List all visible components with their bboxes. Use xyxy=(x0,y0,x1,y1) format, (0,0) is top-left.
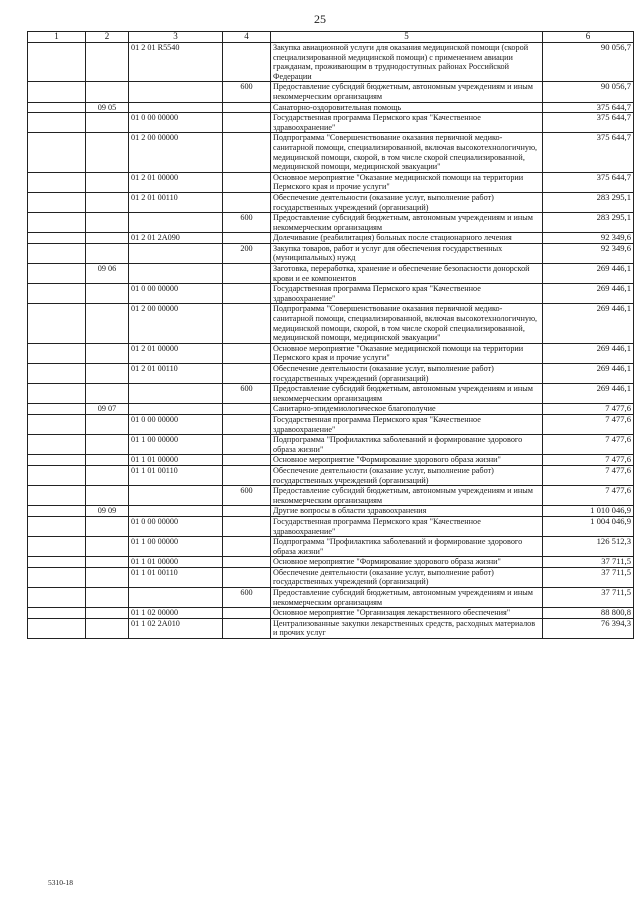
table-row xyxy=(28,384,634,404)
cell-name: Государственная программа Пермского края "Качественное здравоохранение" xyxy=(271,414,543,434)
cell-expense-type xyxy=(223,506,271,517)
table-row xyxy=(28,588,634,608)
table-row xyxy=(28,102,634,113)
cell-name: Государственная программа Пермского края "Качественное здравоохранение" xyxy=(271,516,543,536)
cell-name: Другие вопросы в области здравоохранения xyxy=(271,506,543,517)
cell-name: Государственная программа Пермского края "Качественное здравоохранение" xyxy=(271,284,543,304)
cell-amount: 76 394,3 xyxy=(543,618,634,638)
cell-expense-type: 200 xyxy=(223,243,271,263)
cell-expense-type xyxy=(223,264,271,284)
cell-name: Подпрограмма "Совершенствование оказания первичной медико-санитарной помощи, специализированной, включая высокотехнологичную, медицинской помощи, скорой, в том числе скорой специализированной, медицинской помощи, медицинской эвакуации" xyxy=(271,133,543,172)
cell-amount: 7 477,6 xyxy=(543,486,634,506)
table-row xyxy=(28,264,634,284)
cell-target-code: 01 1 02 2А010 xyxy=(129,618,223,638)
cell-name: Закупка авиационной услуги для оказания медицинской помощи (скорой специализированной медицинской помощи) с применением авиации гражданам, проживающим в труднодоступных районах Российской Федерации xyxy=(271,43,543,82)
table-header-row xyxy=(28,32,634,43)
column-header: 1 xyxy=(28,32,86,43)
cell-target-code: 01 1 01 00110 xyxy=(129,567,223,587)
cell-target-code xyxy=(129,506,223,517)
page-number: 25 xyxy=(314,12,326,26)
cell-subsection-code xyxy=(86,486,129,506)
cell-amount: 90 056,7 xyxy=(543,43,634,82)
table-row xyxy=(28,435,634,455)
cell-amount: 1 010 046,9 xyxy=(543,506,634,517)
cell-expense-type xyxy=(223,284,271,304)
table-row xyxy=(28,537,634,557)
table-row xyxy=(28,486,634,506)
cell-subsection-code xyxy=(86,113,129,133)
cell-target-code: 01 1 02 00000 xyxy=(129,608,223,619)
cell-section-code xyxy=(28,243,86,263)
cell-section-code xyxy=(28,618,86,638)
cell-name: Подпрограмма "Профилактика заболеваний и формирование здорового образа жизни" xyxy=(271,537,543,557)
cell-section-code xyxy=(28,172,86,192)
cell-amount: 269 446,1 xyxy=(543,284,634,304)
cell-expense-type: 600 xyxy=(223,213,271,233)
cell-section-code xyxy=(28,192,86,212)
cell-target-code: 01 2 01 00110 xyxy=(129,364,223,384)
cell-subsection-code xyxy=(86,465,129,485)
cell-subsection-code xyxy=(86,343,129,363)
budget-table xyxy=(27,31,634,639)
cell-expense-type xyxy=(223,192,271,212)
cell-name: Предоставление субсидий бюджетным, автономным учреждениям и иным некоммерческим организациям xyxy=(271,486,543,506)
cell-subsection-code xyxy=(86,588,129,608)
cell-amount: 283 295,1 xyxy=(543,192,634,212)
cell-section-code xyxy=(28,102,86,113)
cell-amount: 1 004 046,9 xyxy=(543,516,634,536)
cell-amount: 37 711,5 xyxy=(543,567,634,587)
cell-target-code: 01 2 00 00000 xyxy=(129,133,223,172)
cell-target-code: 01 2 00 00000 xyxy=(129,304,223,343)
table-row xyxy=(28,284,634,304)
table-row xyxy=(28,192,634,212)
table-row xyxy=(28,82,634,102)
cell-amount: 375 644,7 xyxy=(543,133,634,172)
table-row xyxy=(28,516,634,536)
cell-name: Предоставление субсидий бюджетным, автономным учреждениям и иным некоммерческим организациям xyxy=(271,384,543,404)
cell-name: Централизованные закупки лекарственных средств, расходных материалов и прочих услуг xyxy=(271,618,543,638)
cell-name: Заготовка, переработка, хранение и обеспечение безопасности донорской крови и ее компонентов xyxy=(271,264,543,284)
cell-expense-type: 600 xyxy=(223,82,271,102)
cell-section-code xyxy=(28,43,86,82)
cell-name: Предоставление субсидий бюджетным, автономным учреждениям и иным некоммерческим организациям xyxy=(271,588,543,608)
cell-expense-type xyxy=(223,172,271,192)
cell-name: Основное мероприятие "Организация лекарственного обеспечения" xyxy=(271,608,543,619)
table-row xyxy=(28,233,634,244)
cell-expense-type xyxy=(223,537,271,557)
cell-amount: 269 446,1 xyxy=(543,304,634,343)
cell-target-code: 01 1 00 00000 xyxy=(129,537,223,557)
table-row xyxy=(28,172,634,192)
cell-amount: 92 349,6 xyxy=(543,233,634,244)
cell-section-code xyxy=(28,284,86,304)
table-row xyxy=(28,618,634,638)
table-row xyxy=(28,343,634,363)
column-header: 2 xyxy=(86,32,129,43)
cell-section-code xyxy=(28,588,86,608)
cell-name: Обеспечение деятельности (оказание услуг, выполнение работ) государственных учреждений (организаций) xyxy=(271,364,543,384)
cell-amount: 7 477,6 xyxy=(543,404,634,415)
cell-expense-type xyxy=(223,414,271,434)
cell-target-code: 01 0 00 00000 xyxy=(129,284,223,304)
cell-expense-type xyxy=(223,364,271,384)
cell-expense-type: 600 xyxy=(223,588,271,608)
table-row xyxy=(28,557,634,568)
column-header: 3 xyxy=(129,32,223,43)
cell-subsection-code xyxy=(86,618,129,638)
cell-subsection-code xyxy=(86,192,129,212)
cell-expense-type: 600 xyxy=(223,486,271,506)
cell-target-code xyxy=(129,404,223,415)
table-row xyxy=(28,113,634,133)
cell-subsection-code xyxy=(86,516,129,536)
table-row xyxy=(28,364,634,384)
cell-name: Предоставление субсидий бюджетным, автономным учреждениям и иным некоммерческим организациям xyxy=(271,213,543,233)
cell-amount: 7 477,6 xyxy=(543,414,634,434)
cell-section-code xyxy=(28,233,86,244)
cell-expense-type xyxy=(223,516,271,536)
cell-subsection-code xyxy=(86,304,129,343)
cell-name: Основное мероприятие "Оказание медицинской помощи на территории Пермского края и прочие услуги" xyxy=(271,343,543,363)
cell-section-code xyxy=(28,608,86,619)
table-row xyxy=(28,608,634,619)
cell-expense-type xyxy=(223,557,271,568)
cell-name: Основное мероприятие "Оказание медицинской помощи на территории Пермского края и прочие услуги" xyxy=(271,172,543,192)
cell-amount: 37 711,5 xyxy=(543,588,634,608)
cell-section-code xyxy=(28,414,86,434)
cell-section-code xyxy=(28,506,86,517)
column-header: 5 xyxy=(271,32,543,43)
cell-expense-type xyxy=(223,133,271,172)
cell-subsection-code xyxy=(86,384,129,404)
cell-target-code xyxy=(129,486,223,506)
cell-name: Предоставление субсидий бюджетным, автономным учреждениям и иным некоммерческим организациям xyxy=(271,82,543,102)
cell-target-code: 01 1 01 00000 xyxy=(129,557,223,568)
cell-section-code xyxy=(28,516,86,536)
cell-expense-type xyxy=(223,343,271,363)
cell-section-code xyxy=(28,364,86,384)
cell-amount: 92 349,6 xyxy=(543,243,634,263)
cell-expense-type xyxy=(223,233,271,244)
cell-target-code: 01 2 01 00110 xyxy=(129,192,223,212)
cell-name: Основное мероприятие "Формирование здорового образа жизни" xyxy=(271,557,543,568)
cell-expense-type xyxy=(223,455,271,466)
cell-amount: 269 446,1 xyxy=(543,384,634,404)
cell-section-code xyxy=(28,537,86,557)
cell-target-code xyxy=(129,384,223,404)
cell-expense-type xyxy=(223,304,271,343)
cell-name: Санаторно-оздоровительная помощь xyxy=(271,102,543,113)
footer-code: 5310-18 xyxy=(48,878,73,887)
cell-expense-type xyxy=(223,435,271,455)
cell-target-code: 01 1 01 00000 xyxy=(129,455,223,466)
cell-section-code xyxy=(28,486,86,506)
cell-target-code: 01 1 00 00000 xyxy=(129,435,223,455)
cell-subsection-code xyxy=(86,435,129,455)
column-header: 4 xyxy=(223,32,271,43)
cell-subsection-code: 09 07 xyxy=(86,404,129,415)
table-row xyxy=(28,506,634,517)
table-row xyxy=(28,404,634,415)
cell-amount: 126 512,3 xyxy=(543,537,634,557)
cell-subsection-code xyxy=(86,364,129,384)
cell-subsection-code xyxy=(86,233,129,244)
cell-expense-type xyxy=(223,567,271,587)
cell-subsection-code xyxy=(86,43,129,82)
cell-target-code: 01 1 01 00110 xyxy=(129,465,223,485)
cell-subsection-code: 09 09 xyxy=(86,506,129,517)
cell-subsection-code xyxy=(86,608,129,619)
table-row xyxy=(28,567,634,587)
cell-section-code xyxy=(28,264,86,284)
cell-section-code xyxy=(28,465,86,485)
cell-subsection-code xyxy=(86,537,129,557)
cell-subsection-code xyxy=(86,172,129,192)
cell-amount: 7 477,6 xyxy=(543,455,634,466)
cell-section-code xyxy=(28,133,86,172)
cell-subsection-code xyxy=(86,567,129,587)
cell-expense-type: 600 xyxy=(223,384,271,404)
cell-name: Долечивание (реабилитация) больных после стационарного лечения xyxy=(271,233,543,244)
cell-name: Обеспечение деятельности (оказание услуг, выполнение работ) государственных учреждений (организаций) xyxy=(271,567,543,587)
cell-section-code xyxy=(28,557,86,568)
cell-subsection-code xyxy=(86,455,129,466)
cell-amount: 269 446,1 xyxy=(543,264,634,284)
cell-target-code: 01 2 01 00000 xyxy=(129,343,223,363)
cell-amount: 7 477,6 xyxy=(543,435,634,455)
cell-subsection-code: 09 05 xyxy=(86,102,129,113)
cell-name: Подпрограмма "Совершенствование оказания первичной медико-санитарной помощи, специализированной, включая высокотехнологичную, медицинской помощи, скорой, в том числе скорой специализированной, медицинской помощи, медицинской эвакуации" xyxy=(271,304,543,343)
cell-section-code xyxy=(28,82,86,102)
cell-section-code xyxy=(28,455,86,466)
cell-target-code xyxy=(129,102,223,113)
cell-amount: 283 295,1 xyxy=(543,213,634,233)
cell-section-code xyxy=(28,343,86,363)
cell-subsection-code xyxy=(86,284,129,304)
cell-expense-type xyxy=(223,618,271,638)
table-row xyxy=(28,455,634,466)
column-header: 6 xyxy=(543,32,634,43)
cell-target-code: 01 0 00 00000 xyxy=(129,113,223,133)
cell-amount: 375 644,7 xyxy=(543,113,634,133)
cell-expense-type xyxy=(223,43,271,82)
cell-name: Основное мероприятие "Формирование здорового образа жизни" xyxy=(271,455,543,466)
cell-amount: 37 711,5 xyxy=(543,557,634,568)
cell-expense-type xyxy=(223,404,271,415)
cell-subsection-code xyxy=(86,213,129,233)
cell-amount: 88 800,8 xyxy=(543,608,634,619)
cell-subsection-code: 09 06 xyxy=(86,264,129,284)
cell-amount: 7 477,6 xyxy=(543,465,634,485)
cell-amount: 375 644,7 xyxy=(543,102,634,113)
cell-section-code xyxy=(28,435,86,455)
cell-target-code xyxy=(129,82,223,102)
cell-expense-type xyxy=(223,102,271,113)
cell-target-code xyxy=(129,243,223,263)
table-row xyxy=(28,43,634,82)
table-row xyxy=(28,304,634,343)
cell-target-code: 01 2 01 00000 xyxy=(129,172,223,192)
cell-subsection-code xyxy=(86,82,129,102)
cell-section-code xyxy=(28,213,86,233)
cell-section-code xyxy=(28,404,86,415)
cell-amount: 90 056,7 xyxy=(543,82,634,102)
cell-section-code xyxy=(28,304,86,343)
cell-amount: 269 446,1 xyxy=(543,364,634,384)
table-row xyxy=(28,414,634,434)
table-row xyxy=(28,133,634,172)
cell-target-code: 01 0 00 00000 xyxy=(129,516,223,536)
cell-expense-type xyxy=(223,465,271,485)
cell-name: Обеспечение деятельности (оказание услуг, выполнение работ) государственных учреждений (организаций) xyxy=(271,192,543,212)
cell-name: Закупка товаров, работ и услуг для обеспечения государственных (муниципальных) нужд xyxy=(271,243,543,263)
cell-amount: 375 644,7 xyxy=(543,172,634,192)
table-row xyxy=(28,243,634,263)
cell-target-code: 01 0 00 00000 xyxy=(129,414,223,434)
cell-subsection-code xyxy=(86,557,129,568)
cell-target-code: 01 2 01 2А090 xyxy=(129,233,223,244)
table-body xyxy=(28,43,634,639)
cell-target-code xyxy=(129,264,223,284)
cell-section-code xyxy=(28,567,86,587)
cell-amount: 269 446,1 xyxy=(543,343,634,363)
table-row xyxy=(28,465,634,485)
cell-target-code xyxy=(129,213,223,233)
cell-target-code xyxy=(129,588,223,608)
cell-subsection-code xyxy=(86,133,129,172)
cell-subsection-code xyxy=(86,414,129,434)
cell-section-code xyxy=(28,113,86,133)
table-row xyxy=(28,213,634,233)
cell-expense-type xyxy=(223,113,271,133)
cell-section-code xyxy=(28,384,86,404)
cell-name: Санитарно-эпидемиологическое благополучие xyxy=(271,404,543,415)
cell-name: Обеспечение деятельности (оказание услуг, выполнение работ) государственных учреждений (организаций) xyxy=(271,465,543,485)
cell-name: Государственная программа Пермского края "Качественное здравоохранение" xyxy=(271,113,543,133)
cell-name: Подпрограмма "Профилактика заболеваний и формирование здорового образа жизни" xyxy=(271,435,543,455)
cell-expense-type xyxy=(223,608,271,619)
cell-target-code: 01 2 01 R5540 xyxy=(129,43,223,82)
cell-subsection-code xyxy=(86,243,129,263)
